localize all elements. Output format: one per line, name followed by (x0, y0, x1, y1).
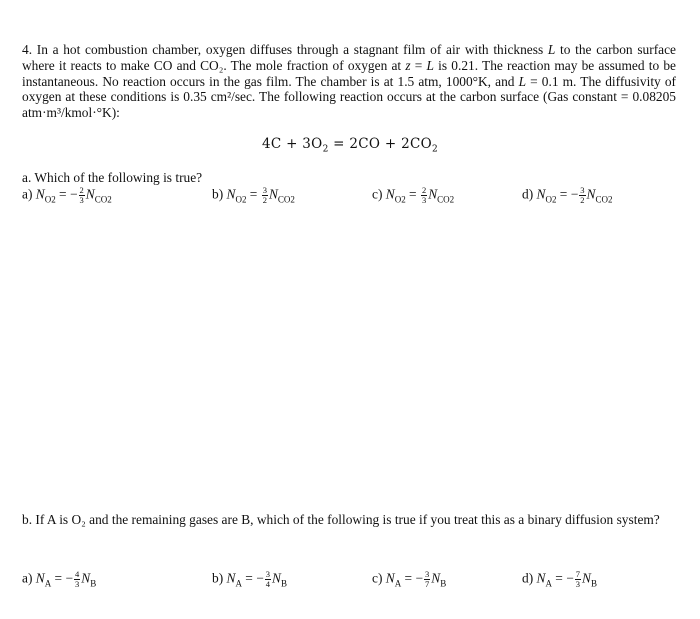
symbol-n: N (586, 186, 596, 202)
subscript: O2 (394, 194, 406, 205)
option-label: c) (372, 570, 386, 586)
fraction (262, 186, 268, 205)
problem-statement (22, 42, 676, 121)
problem-text-eq: = (410, 57, 427, 73)
option-a-d[interactable] (522, 186, 612, 205)
option-b-c[interactable] (372, 570, 446, 589)
subscript: CO2 (94, 194, 112, 205)
symbol-n: N (85, 186, 95, 202)
denominator: 2 (580, 195, 585, 205)
numerator: 3 (262, 185, 267, 195)
symbol-n: N (272, 570, 281, 586)
sign: = − (556, 186, 579, 202)
option-b-b[interactable] (212, 570, 287, 589)
subscript: CO2 (277, 194, 295, 205)
fraction (579, 186, 585, 205)
denominator: 3 (575, 579, 581, 589)
sign: = − (241, 570, 264, 586)
symbol-n: N (385, 570, 395, 586)
option-b-d[interactable] (522, 570, 597, 589)
subscript: O2 (545, 194, 557, 205)
denominator: 3 (75, 579, 80, 589)
problem-text-3: is 0.21. The reaction may be assumed to be instantaneous. No reaction occurs in the gas film. The chamber is at 1.5 atm, 1000°K, and (22, 57, 676, 89)
problem-text-1: 4. In a hot combustion chamber, oxygen diffuses through a stagnant film of air with thickness (22, 42, 548, 57)
symbol-n: N (582, 570, 591, 586)
subscript: A (235, 578, 242, 589)
var-z: z (405, 57, 411, 73)
option-label: d) (522, 186, 537, 202)
problem-text-2: to the carbon surface where it reacts to make CO and CO₂. The mole fraction of oxygen at (22, 42, 676, 73)
numerator: 4 (75, 569, 80, 579)
sign: = (405, 186, 420, 202)
sign: = − (51, 570, 74, 586)
denominator: 4 (265, 579, 271, 589)
option-label: c) (372, 186, 386, 202)
symbol-n: N (428, 186, 438, 202)
denominator: 3 (79, 195, 84, 205)
option-label: b) (212, 186, 227, 202)
subscript: O2 (235, 194, 247, 205)
subscript: B (90, 578, 97, 589)
symbol-n: N (268, 186, 278, 202)
numerator: 2 (421, 185, 427, 195)
var-L: L (518, 73, 527, 89)
symbol-n: N (81, 570, 91, 586)
fraction (421, 186, 427, 205)
fraction (424, 570, 430, 589)
option-a-a[interactable] (22, 186, 112, 205)
subscript: A (545, 578, 552, 589)
question-b: b. If A is O₂ and the remaining gases are B, which of the following is true if you treat this as a binary diffusion system? (22, 512, 660, 527)
denominator: 2 (262, 195, 267, 205)
symbol-n: N (35, 570, 45, 586)
fraction (575, 570, 581, 589)
subscript: B (440, 578, 447, 589)
option-label: d) (522, 570, 537, 586)
subscript: A (394, 578, 402, 589)
symbol-n: N (35, 186, 45, 202)
numerator: 3 (265, 569, 271, 579)
subscript: B (280, 578, 287, 589)
fraction (74, 570, 80, 589)
denominator: 3 (421, 195, 427, 205)
symbol-n: N (536, 570, 546, 586)
denominator: 7 (425, 579, 430, 589)
numerator: 2 (79, 185, 84, 195)
symbol-n: N (226, 570, 236, 586)
equation-mid: = 2CO + 2CO (328, 136, 432, 152)
fraction (79, 186, 85, 205)
option-a-c[interactable] (372, 186, 454, 205)
option-b-a[interactable] (22, 570, 96, 589)
var-L: L (426, 57, 434, 73)
subscript: O2 (44, 194, 56, 205)
subscript: CO2 (437, 194, 455, 205)
symbol-n: N (385, 186, 395, 202)
numerator: 3 (580, 185, 585, 195)
sign: = (246, 186, 261, 202)
numerator: 7 (575, 569, 581, 579)
option-label: b) (212, 570, 227, 586)
symbol-n: N (431, 570, 441, 586)
sign: = − (401, 570, 424, 586)
sign: = − (551, 570, 574, 586)
equation-sub: 2 (322, 144, 329, 155)
equation-lhs: 4C + 3O (261, 136, 323, 152)
problem-text-4: = 0.1 m. The diffusivity of oxygen at these conditions is 0.35 cm²/sec. The following reaction occurs at the carbon surface (Gas constant = 0.08205 atm·m³/kmol·°K): (22, 73, 676, 121)
option-a-b[interactable] (212, 186, 295, 205)
subscript: B (590, 578, 597, 589)
option-label: a) (22, 186, 36, 202)
question-a: a. Which of the following is true? (22, 170, 203, 185)
subscript: CO2 (595, 194, 613, 205)
numerator: 3 (425, 569, 430, 579)
subscript: A (44, 578, 52, 589)
symbol-n: N (536, 186, 546, 202)
fraction (265, 570, 271, 589)
reaction-equation (0, 136, 700, 155)
var-L: L (547, 42, 556, 57)
equation-sub: 2 (431, 144, 438, 155)
sign: = − (55, 186, 78, 202)
option-label: a) (22, 570, 36, 586)
symbol-n: N (226, 186, 236, 202)
